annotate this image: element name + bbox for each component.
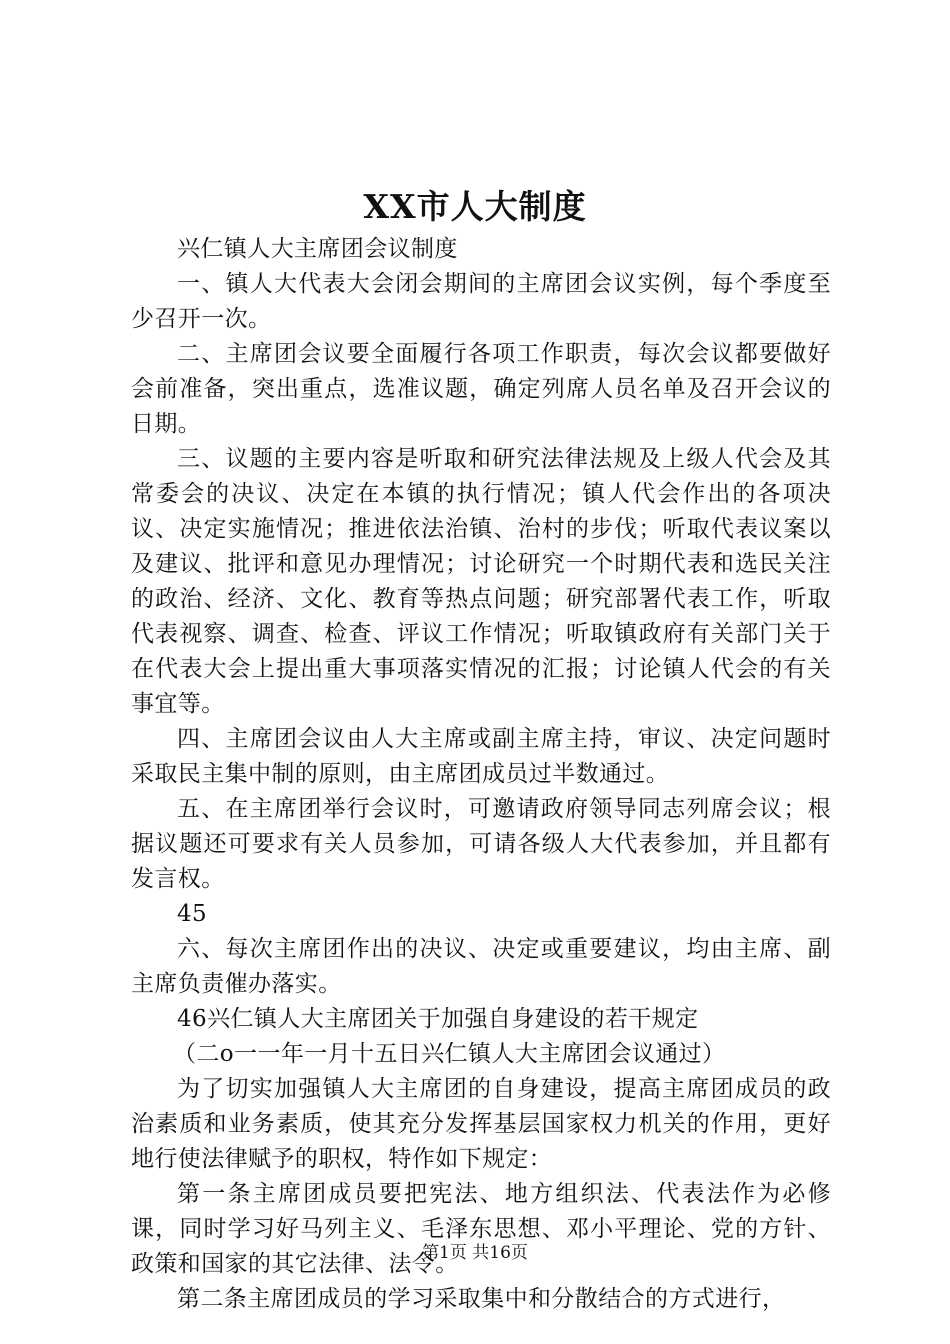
paragraph-article-1: 第一条主席团成员要把宪法、地方组织法、代表法作为必修课，同时学习好马列主义、毛泽东思想、邓小平理论、党的方针、政策和国家的其它法律、法令。	[131, 1181, 831, 1277]
page-footer: 第1页 共16页	[422, 1243, 528, 1263]
document-title: XX市人大制度	[363, 187, 587, 226]
section-heading: 46兴仁镇人大主席团关于加强自身建设的若干规定	[177, 1006, 699, 1032]
paragraph-heading: 兴仁镇人大主席团会议制度	[177, 236, 458, 262]
section-date-note: （二o一一年一月十五日兴仁镇人大主席团会议通过）	[173, 1041, 726, 1067]
paragraph-item-1: 一、镇人大代表大会闭会期间的主席团会议实例，每个季度至少召开一次。	[131, 271, 831, 332]
paragraph-item-4: 四、主席团会议由人大主席或副主席主持，审议、决定问题时采取民主集中制的原则，由主席团成员过半数通过。	[131, 726, 831, 787]
paragraph-item-6: 六、每次主席团作出的决议、决定或重要建议，均由主席、副主席负责催办落实。	[131, 936, 831, 997]
paragraph-intro: 为了切实加强镇人大主席团的自身建设，提高主席团成员的政治素质和业务素质，使其充分发挥基层国家权力机关的作用，更好地行使法律赋予的职权，特作如下规定：	[131, 1076, 831, 1172]
paragraph-number-45: 45	[177, 901, 208, 927]
paragraph-article-2: 第二条主席团成员的学习采取集中和分散结合的方式进行，	[177, 1286, 786, 1312]
paragraph-item-2: 二、主席团会议要全面履行各项工作职责，每次会议都要做好会前准备，突出重点，选准议题，确定列席人员名单及召开会议的日期。	[131, 341, 831, 437]
paragraph-item-3: 三、议题的主要内容是听取和研究法律法规及上级人代会及其常委会的决议、决定在本镇的执行情况；镇人代会作出的各项决议、决定实施情况；推进依法治镇、治村的步伐；听取代表议案以及建议、批评和意见办理情况；讨论研究一个时期代表和选民关注的政治、经济、文化、教育等热点问题；研究部署代表工作，听取代表视察、调查、检查、评议工作情况；听取镇政府有关部门关于在代表大会上提出重大事项落实情况的汇报；讨论镇人代会的有关事宜等。	[131, 446, 831, 717]
document-body	[131, 232, 831, 1317]
paragraph-item-5: 五、在主席团举行会议时，可邀请政府领导同志列席会议；根据议题还可要求有关人员参加，可请各级人大代表参加，并且都有发言权。	[131, 796, 831, 892]
